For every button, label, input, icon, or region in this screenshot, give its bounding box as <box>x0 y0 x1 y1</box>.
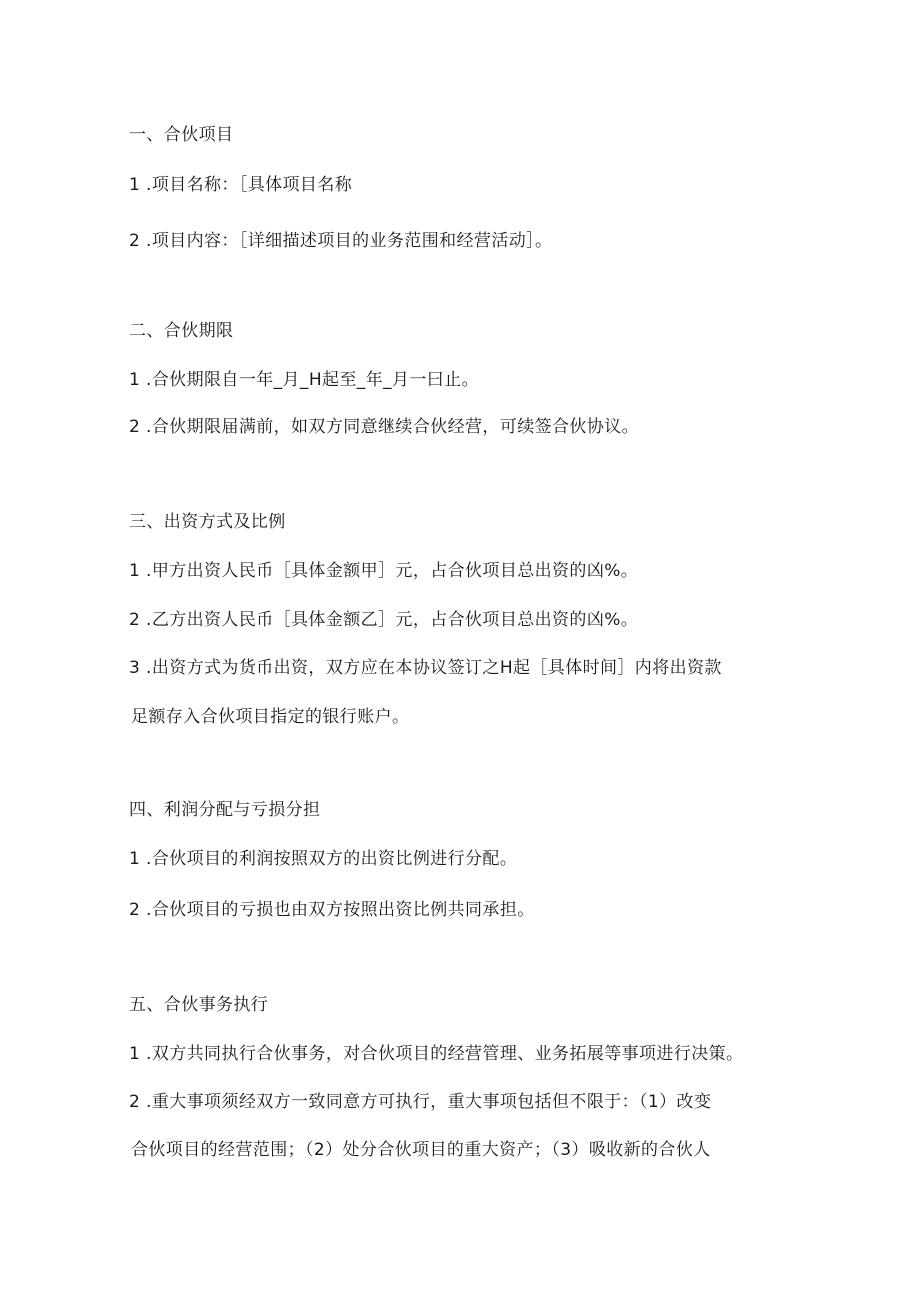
section-item: 2 .合伙期限届满前，如双方同意继续合伙经营，可续签合伙协议。 <box>129 417 640 437</box>
section-item: 1 .合伙期限自一年_月_H起至_年_月一曰止。 <box>129 370 480 390</box>
section-heading: 二、合伙期限 <box>129 321 234 341</box>
section-item: 2 .项目内容：［详细描述项目的业务范围和经营活动］。 <box>129 231 553 251</box>
section-item: 2 .重大事项须经双方一致同意方可执行，重大事项包括但不限于：（1）改变 <box>129 1092 712 1112</box>
section-item-continuation: 足额存入合伙项目指定的银行账户。 <box>131 707 410 727</box>
section-item: 1 .甲方出资人民币［具体金额甲］元，占合伙项目总出资的凶%。 <box>129 561 639 581</box>
section-item: 1 .合伙项目的利润按照双方的出资比例进行分配。 <box>129 849 518 869</box>
section-item: 2 .乙方出资人民币［具体金额乙］元，占合伙项目总出资的凶%。 <box>129 610 639 630</box>
section-item: 3 .出资方式为货币出资，双方应在本协议签订之H起［具体时间］内将出资款 <box>129 658 722 678</box>
section-item-continuation: 合伙项目的经营范围；（2）处分合伙项目的重大资产；（3）吸收新的合伙人 <box>131 1140 711 1160</box>
section-item: 1 .双方共同执行合伙事务，对合伙项目的经营管理、业务拓展等事项进行决策。 <box>129 1044 744 1064</box>
section-item: 1 .项目名称：［具体项目名称 <box>129 175 353 195</box>
section-heading: 一、合伙项目 <box>129 125 234 145</box>
section-heading: 四、利润分配与亏损分担 <box>129 800 321 820</box>
section-heading: 三、出资方式及比例 <box>129 512 286 532</box>
section-item: 2 .合伙项目的亏损也由双方按照出资比例共同承担。 <box>129 900 535 920</box>
section-heading: 五、合伙事务执行 <box>129 995 269 1015</box>
